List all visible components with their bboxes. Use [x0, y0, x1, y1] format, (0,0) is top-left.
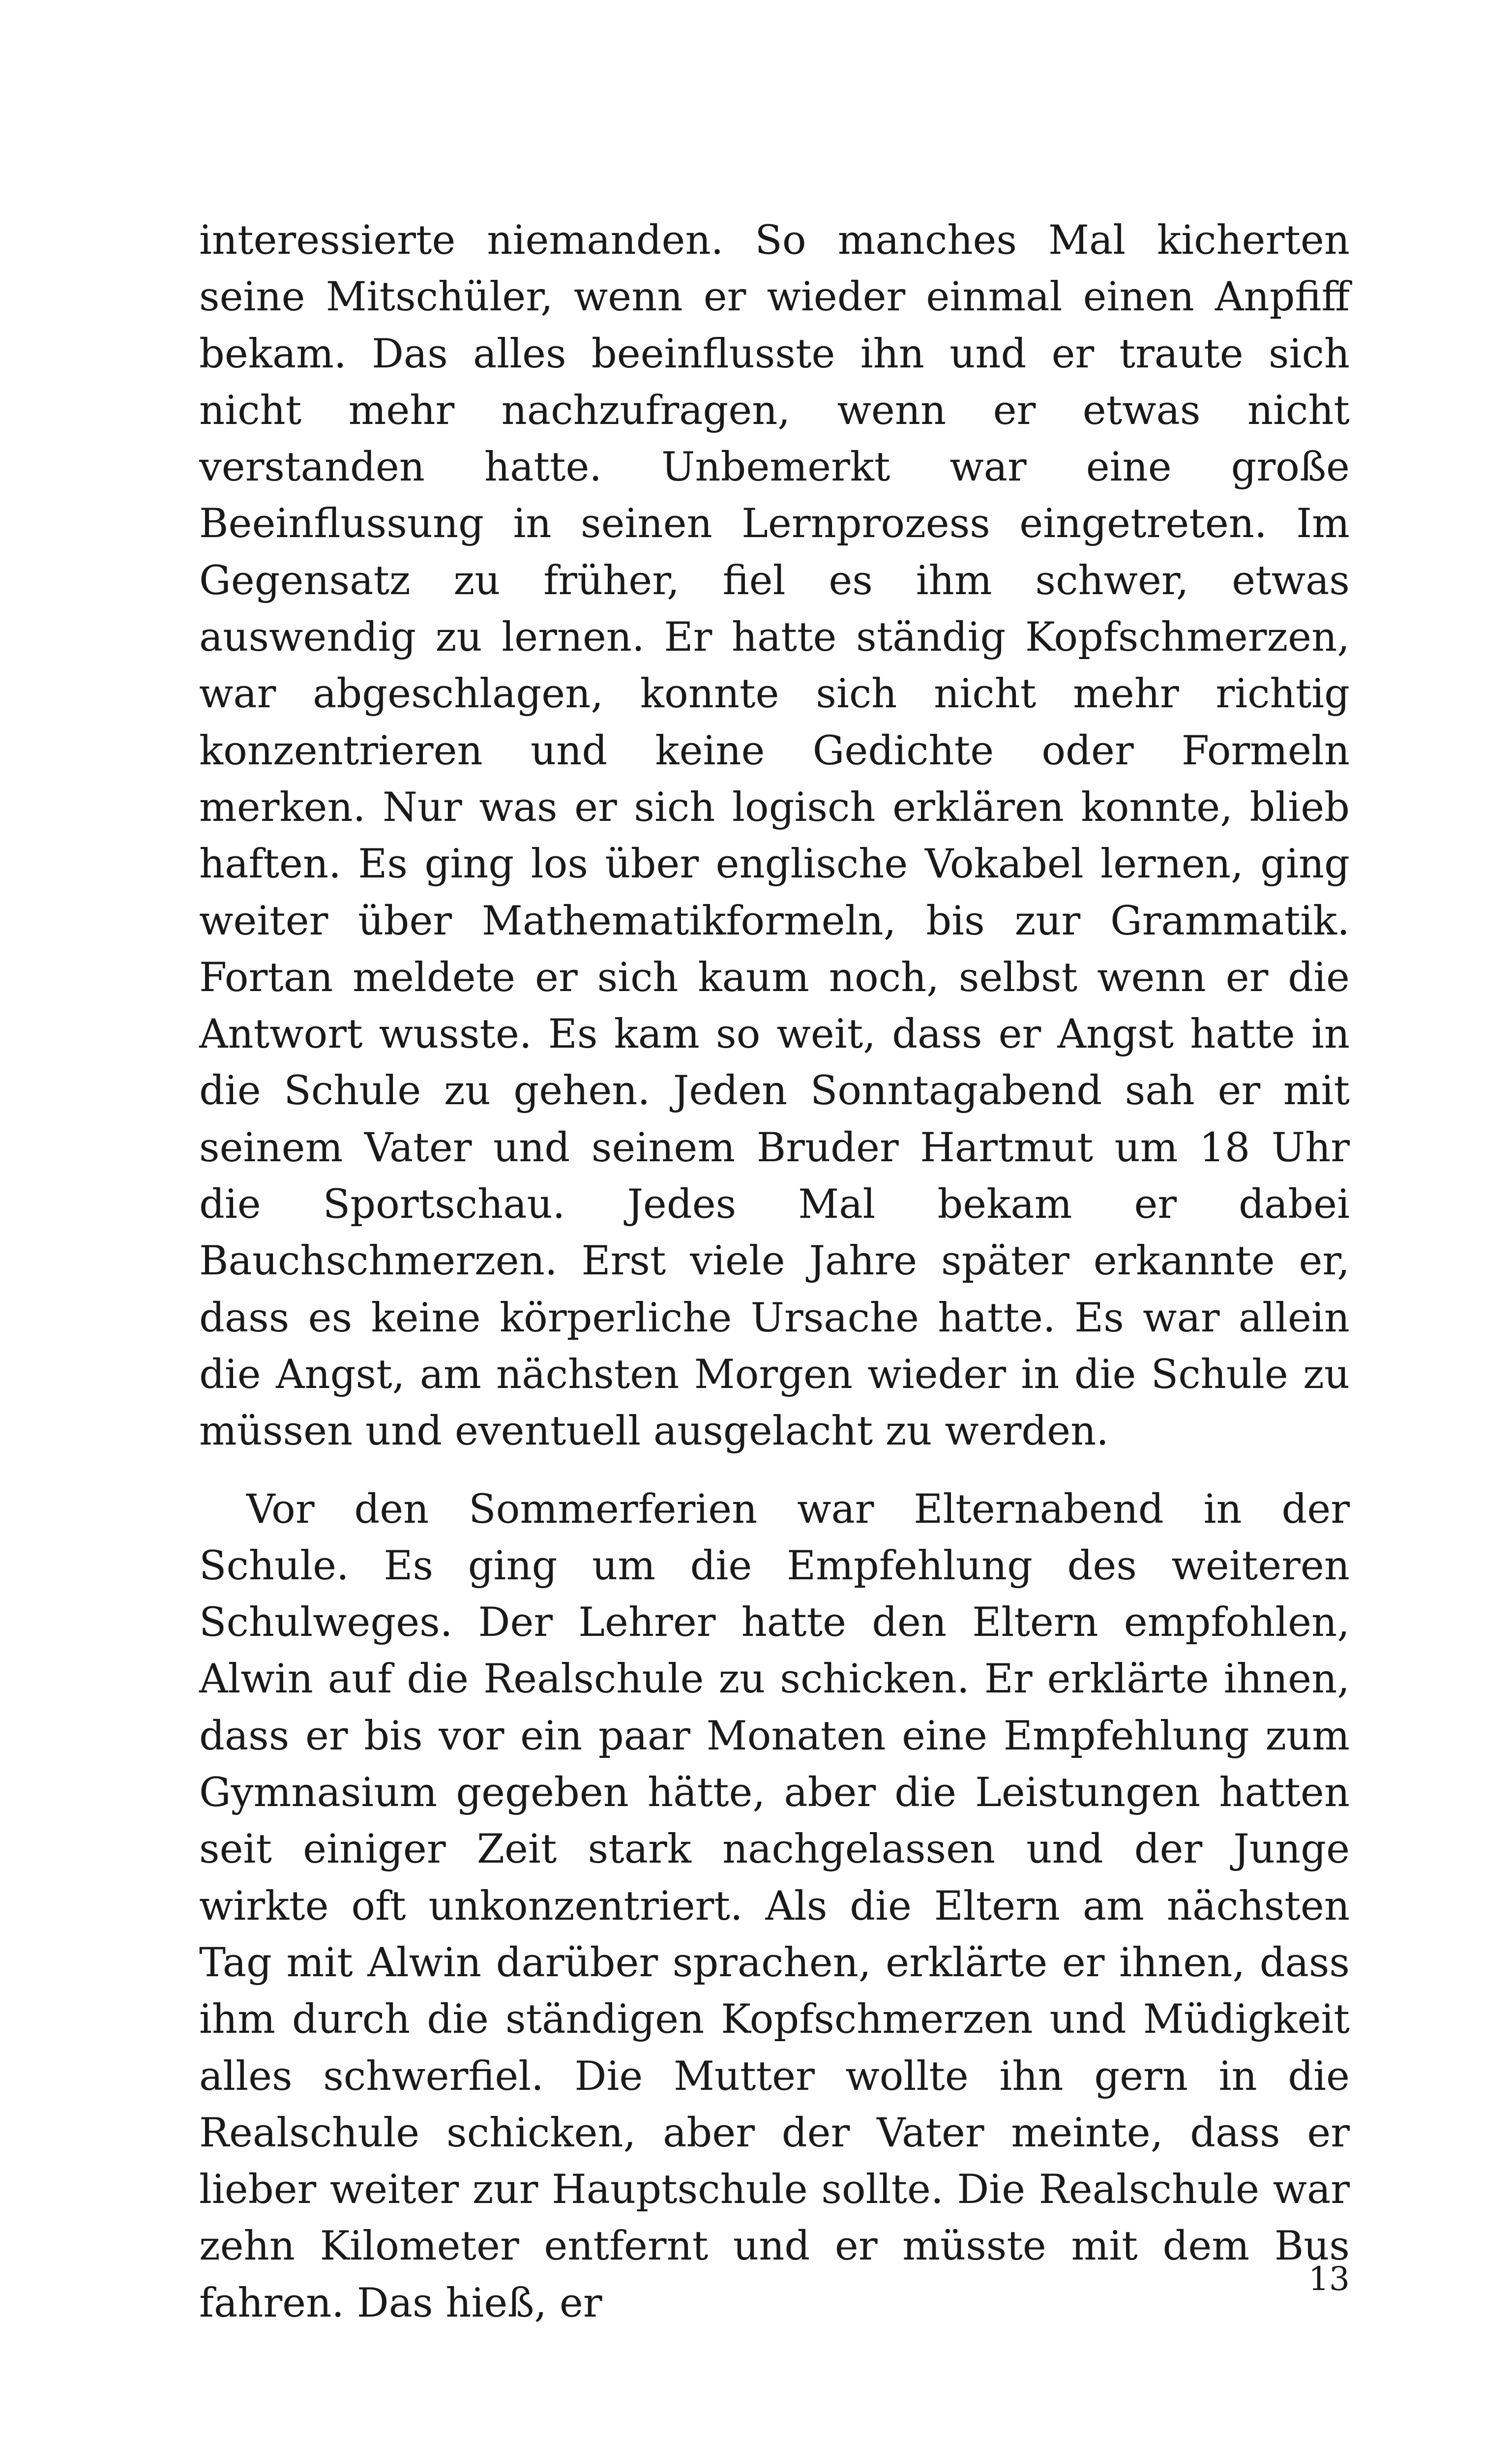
- page-number: 13: [1308, 2260, 1350, 2298]
- body-text: [199, 212, 1350, 2332]
- paragraph-1: interessierte niemanden. So manches Mal kicherten seine Mitschüler, wenn er wieder einmal einen Anpfiff bekam. Das alles beeinflusste ihn und er traute sich nicht mehr nachzufragen, wenn er etwas nicht verstanden hatte. Unbemerkt war eine große Beeinflussung in seinen Lernprozess eingetreten. Im Gegensatz zu früher, fiel es ihm schwer, etwas auswendig zu lernen. Er hatte ständig Kopfschmerzen, war abgeschlagen, konnte sich nicht mehr richtig konzentrieren und keine Gedichte oder Formeln merken. Nur was er sich logisch erklären konnte, blieb haften. Es ging los über englische Vokabel lernen, ging weiter über Mathematikformeln, bis zur Grammatik. Fortan meldete er sich kaum noch, selbst wenn er die Antwort wusste. Es kam so weit, dass er Angst hatte in die Schule zu gehen. Jeden Sonntagabend sah er mit seinem Vater und seinem Bruder Hartmut um 18 Uhr die Sportschau. Jedes Mal bekam er dabei Bauchschmerzen. Erst viele Jahre später erkannte er, dass es keine körperliche Ursache hatte. Es war allein die Angst, am nächsten Morgen wieder in die Schule zu müssen und eventuell ausgelacht zu werden.: [199, 217, 1350, 1455]
- paragraph-2: Vor den Sommerferien war Elternabend in der Schule. Es ging um die Empfehlung des weiteren Schulweges. Der Lehrer hatte den Eltern empfohlen, Alwin auf die Realschule zu schicken. Er erklärte ihnen, dass er bis vor ein paar Monaten eine Empfehlung zum Gymnasium gegeben hätte, aber die Leistungen hatten seit einiger Zeit stark nachgelassen und der Junge wirkte oft unkonzentriert. Als die Eltern am nächsten Tag mit Alwin darüber sprachen, erklärte er ihnen, dass ihm durch die ständigen Kopfschmerzen und Müdigkeit alles schwerfiel. Die Mutter wollte ihn gern in die Realschule schicken, aber der Vater meinte, dass er lieber weiter zur Hauptschule sollte. Die Realschule war zehn Kilometer entfernt und er müsste mit dem Bus fahren. Das hieß, er: [199, 1486, 1350, 2326]
